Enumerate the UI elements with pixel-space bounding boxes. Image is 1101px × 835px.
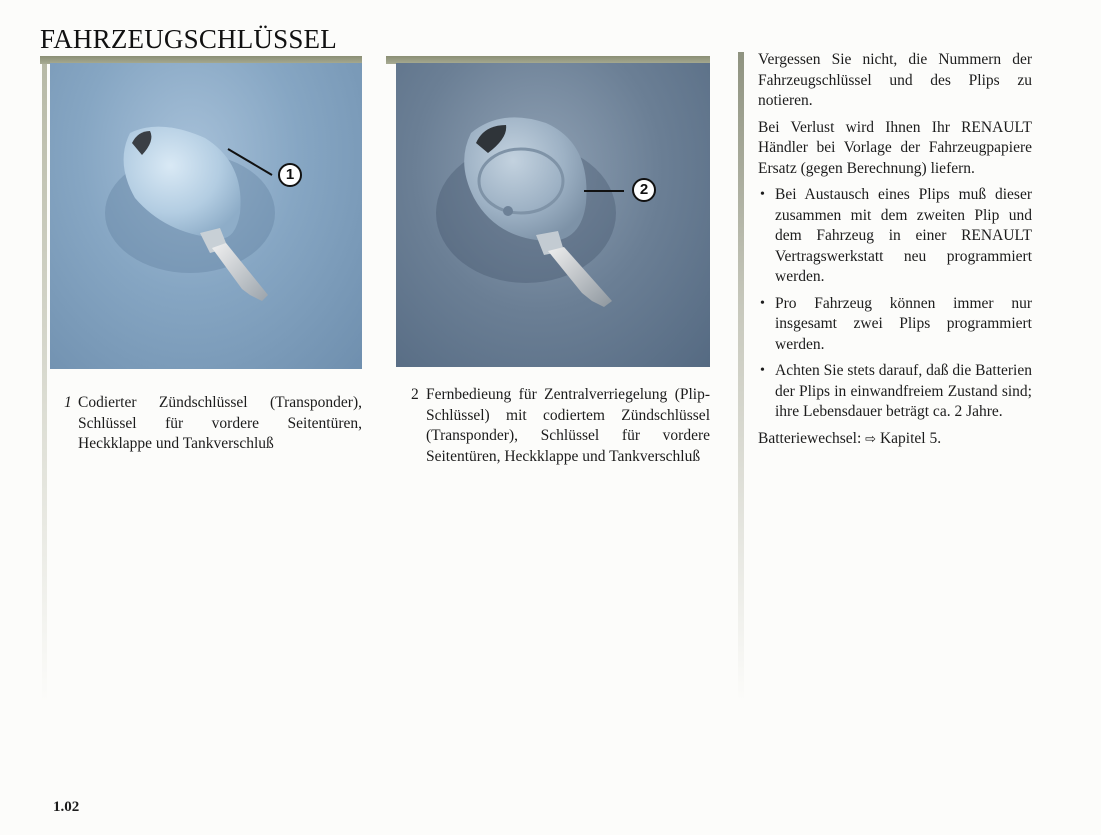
key-photo-transponder [50,63,362,369]
bullet-text: Achten Sie stets darauf, daß die Batterien der Plips in einwandfreiem Zustand sind; ihre Lebensdauer beträgt ca. 2 Jahre. [775,362,1032,420]
page-title: FAHRZEUGSCHLÜSSEL [40,24,337,54]
bullet-icon: • [760,187,765,202]
caption-number-2: 2 [411,386,419,403]
callout-1: 1 [278,163,302,187]
list-item [758,294,1032,356]
key-illustration-2 [396,63,710,367]
caption-number-1: 1 [64,394,72,411]
column-divider-left [42,64,47,704]
key-illustration-1 [50,63,362,369]
caption-text-2: Fernbedieung für Zentralverriegelung (Plip-Schlüssel) mit codiertem Zündschlüssel (Transponder), Schlüssel für vordere Seitentüren, Heckklappe und Tankverschluß [426,386,710,465]
bullet-text: Bei Austausch eines Plips muß dieser zusammen mit dem zweiten Plip und dem Fahrzeug in einer RENAULT Vertragswerkstatt neu programmiert werden. [775,186,1032,285]
paragraph-loss: Bei Verlust wird Ihnen Ihr RENAULT Händler bei Vorlage der Fahrzeugpapiere Ersatz (gegen Berechnung) liefern. [758,118,1032,177]
bullet-text: Pro Fahrzeug können immer nur insgesamt zwei Plips programmiert werden. [775,294,1032,353]
bullet-icon: • [760,295,765,311]
caption-text-1: Codierter Zündschlüssel (Transponder), Schlüssel für vordere Seitentüren, Heckklappe und Tankverschluß [78,394,362,452]
bullet-icon: • [760,363,765,378]
list-item [758,185,1032,288]
chapter-link[interactable]: Kapitel 5. [879,429,942,447]
battery-label: Batteriewechsel: [758,429,862,447]
arrow-right-icon: ⇨ [865,431,877,447]
battery-reference [758,429,1032,451]
figure-caption-2 [411,385,710,467]
figure-caption-1 [64,393,362,455]
list-item [758,361,1032,423]
callout-2: 2 [632,178,656,202]
bullet-list [758,185,1032,423]
column-divider-right [738,52,744,702]
key-photo-plip [396,63,710,367]
right-column [758,50,1032,456]
page-number: 1.02 [53,799,80,815]
paragraph-remember-numbers: Vergessen Sie nicht, die Nummern der Fahrzeugschlüssel und des Plips zu notieren. [758,51,1032,109]
